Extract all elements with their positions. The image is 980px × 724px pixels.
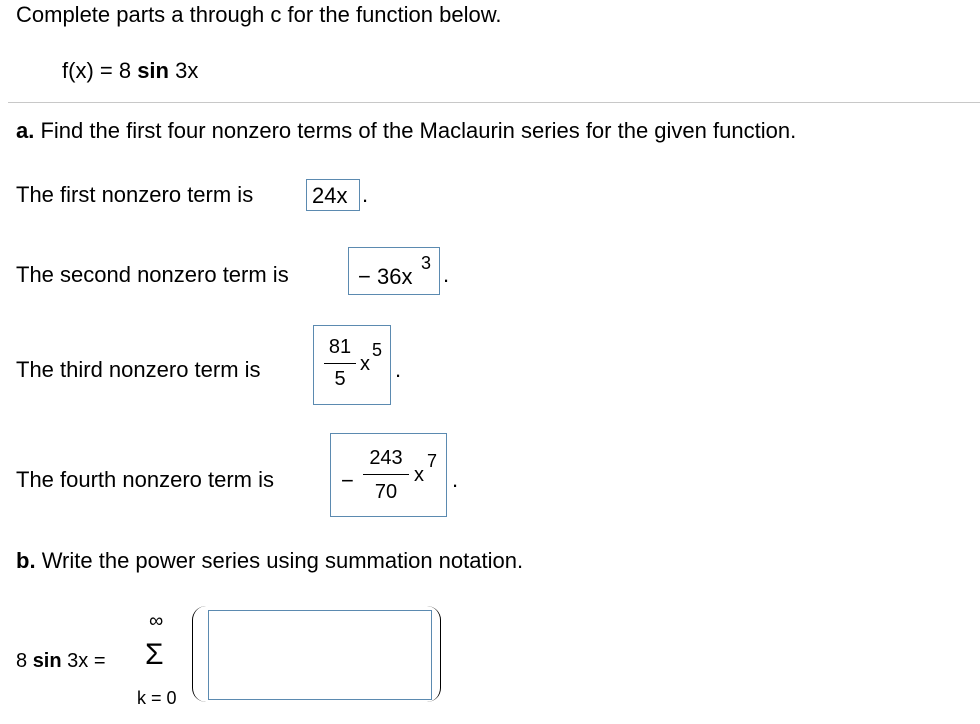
term3-denominator: 5 (334, 368, 346, 390)
term4-variable: x (414, 464, 424, 486)
lhs-prefix: 8 (16, 650, 33, 672)
term1-period: . (362, 182, 369, 207)
term4-exp: 7 (427, 451, 438, 471)
term3-variable: x (360, 353, 370, 375)
term3-period: . (395, 357, 402, 382)
term4-numerator: 243 (369, 447, 403, 469)
part-a-heading (16, 118, 796, 144)
part-a-label: a. (16, 118, 35, 143)
lhs-suffix: 3x = (61, 650, 106, 672)
term2-label: The second nonzero term is (16, 262, 289, 287)
term2-period: . (443, 262, 450, 287)
function-prefix: f(x) = 8 (62, 58, 138, 83)
summation-lhs (16, 650, 106, 673)
term3-numerator: 81 (328, 336, 352, 358)
term2-sign: − (358, 264, 371, 289)
function-sin: sin (137, 58, 169, 83)
term3-exp: 5 (372, 340, 383, 360)
instruction-text: Complete parts a through c for the function below. (16, 2, 502, 27)
section-divider (8, 102, 980, 103)
lhs-sin: sin (32, 650, 62, 672)
term2-answer-box[interactable] (348, 247, 440, 295)
function-suffix: 3x (168, 58, 199, 83)
term4-fraction-bar (363, 474, 409, 475)
right-paren (424, 606, 441, 702)
term4-label: The fourth nonzero term is (16, 467, 275, 492)
term2-exp: 3 (421, 253, 432, 273)
term1-label: The first nonzero term is (16, 182, 254, 207)
left-paren (192, 606, 209, 702)
term4-sign: − (341, 468, 354, 493)
term3-fraction-bar (324, 363, 356, 364)
term1-answer-box[interactable] (306, 179, 360, 211)
term1-value: 24x (312, 183, 348, 208)
term4-period: . (452, 467, 459, 492)
summation-answer-box[interactable] (208, 610, 432, 700)
part-a-prompt: Find the first four nonzero terms of the Maclaurin series for the given function. (40, 118, 797, 143)
term3-answer-box[interactable] (313, 325, 391, 405)
part-b-prompt: Write the power series using summation notation. (41, 548, 524, 573)
term4-denominator: 70 (374, 481, 398, 503)
sum-upper-limit: ∞ (149, 610, 164, 632)
part-b-label: b. (16, 548, 36, 573)
sigma-symbol: Σ (145, 638, 164, 671)
term3-label: The third nonzero term is (16, 357, 261, 382)
function-definition (62, 58, 198, 84)
part-b-heading (16, 548, 523, 574)
term4-answer-box[interactable] (330, 433, 447, 517)
sum-lower-limit: k = 0 (137, 688, 177, 708)
term2-coef: 36x (377, 264, 413, 289)
